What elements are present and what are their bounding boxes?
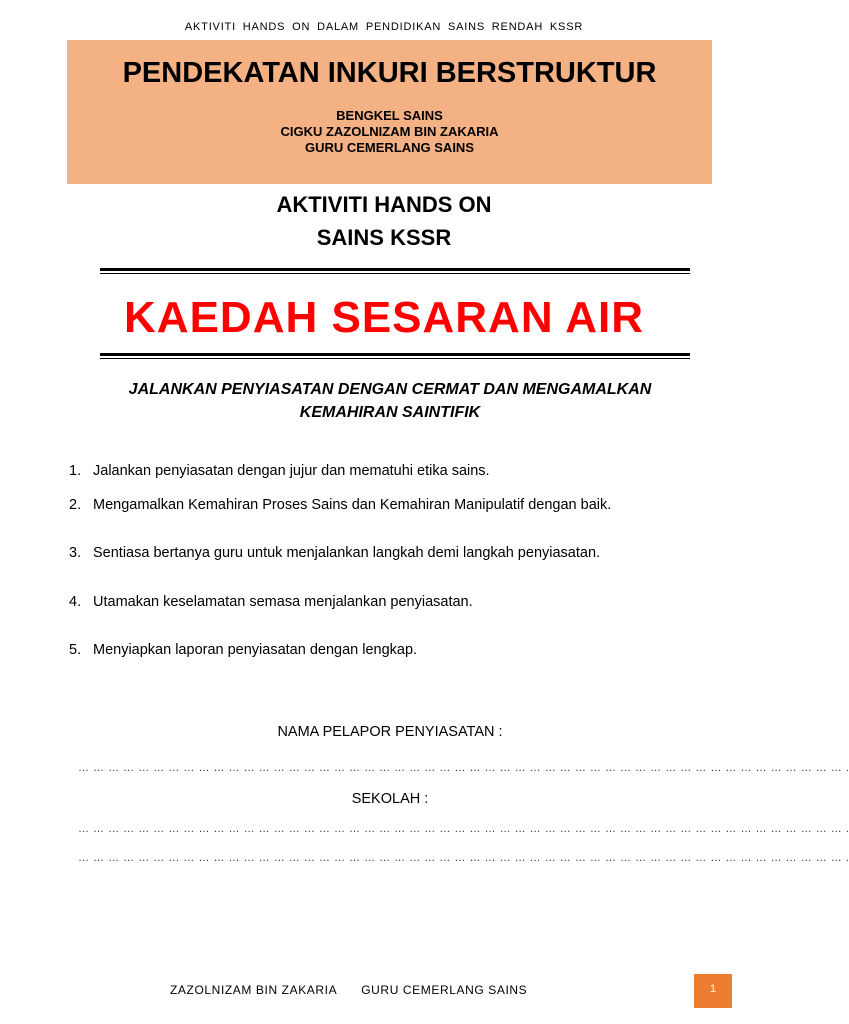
list-item-text: Utamakan keselamatan semasa menjalankan penyiasatan. xyxy=(93,594,473,610)
banner-subtitle-teacher: CIGKU ZAZOLNIZAM BIN ZAKARIA xyxy=(280,124,499,139)
list-item xyxy=(69,594,473,610)
reporter-name-field[interactable]: … … … … … … … … … … … … … … … … … … … … … … … … … … … … … … … … … … … … … … … … … … … … … … … … … … … . xyxy=(78,762,849,774)
list-item-number: 3. xyxy=(69,545,82,561)
divider-top xyxy=(100,268,690,274)
list-item xyxy=(69,545,600,561)
list-item-text: Mengamalkan Kemahiran Proses Sains dan Kemahiran Manipulatif dengan baik. xyxy=(93,497,612,513)
page-number: 1 xyxy=(709,983,717,995)
footer-author: ZAZOLNIZAM BIN ZAKARIA xyxy=(170,983,338,997)
activity-heading-line1: AKTIVITI HANDS ON xyxy=(276,192,492,217)
banner-subtitle-role: GURU CEMERLANG SAINS xyxy=(304,140,474,155)
list-item xyxy=(69,497,611,513)
motto-line2: KEMAHIRAN SAINTIFIK xyxy=(299,404,481,421)
school-field-line1[interactable]: … … … … … … … … … … … … … … … … … … … … … … … … … … … … … … … … … … … … … … … … … … … … … … … … … … … . xyxy=(78,823,849,835)
list-item-text: Sentiasa bertanya guru untuk menjalankan langkah demi langkah penyiasatan. xyxy=(93,545,601,561)
experiment-title: KAEDAH SESARAN AIR xyxy=(124,293,644,342)
divider-bottom xyxy=(100,353,690,359)
footer-role: GURU CEMERLANG SAINS xyxy=(361,983,528,997)
page-number-badge xyxy=(694,974,732,1008)
activity-heading-line2: SAINS KSSR xyxy=(316,225,452,250)
list-item-text: Jalankan penyiasatan dengan jujur dan mematuhi etika sains. xyxy=(93,463,490,479)
page-header-text: AKTIVITI HANDS ON DALAM PENDIDIKAN SAINS RENDAH KSSR xyxy=(184,21,584,33)
school-label: SEKOLAH : xyxy=(351,791,429,807)
page-footer xyxy=(170,983,527,997)
reporter-name-label: NAMA PELAPOR PENYIASATAN : xyxy=(277,724,503,740)
banner-subtitle-workshop: BENGKEL SAINS xyxy=(336,108,443,123)
list-item xyxy=(69,463,490,479)
list-item-number: 2. xyxy=(69,497,82,513)
banner-title: PENDEKATAN INKURI BERSTRUKTUR xyxy=(122,57,657,89)
list-item-text: Menyiapkan laporan penyiasatan dengan lengkap. xyxy=(93,642,418,658)
list-item-number: 5. xyxy=(69,642,82,658)
list-item-number: 1. xyxy=(69,463,82,479)
motto-line1: JALANKAN PENYIASATAN DENGAN CERMAT DAN MENGAMALKAN xyxy=(128,381,652,398)
school-field-line2[interactable]: … … … … … … … … … … … … … … … … … … … … … … … … … … … … … … … … … … … … … … … … … … … … … … … … … … … . xyxy=(78,852,849,864)
list-item-number: 4. xyxy=(69,594,82,610)
list-item xyxy=(69,642,417,658)
title-banner xyxy=(67,40,712,184)
